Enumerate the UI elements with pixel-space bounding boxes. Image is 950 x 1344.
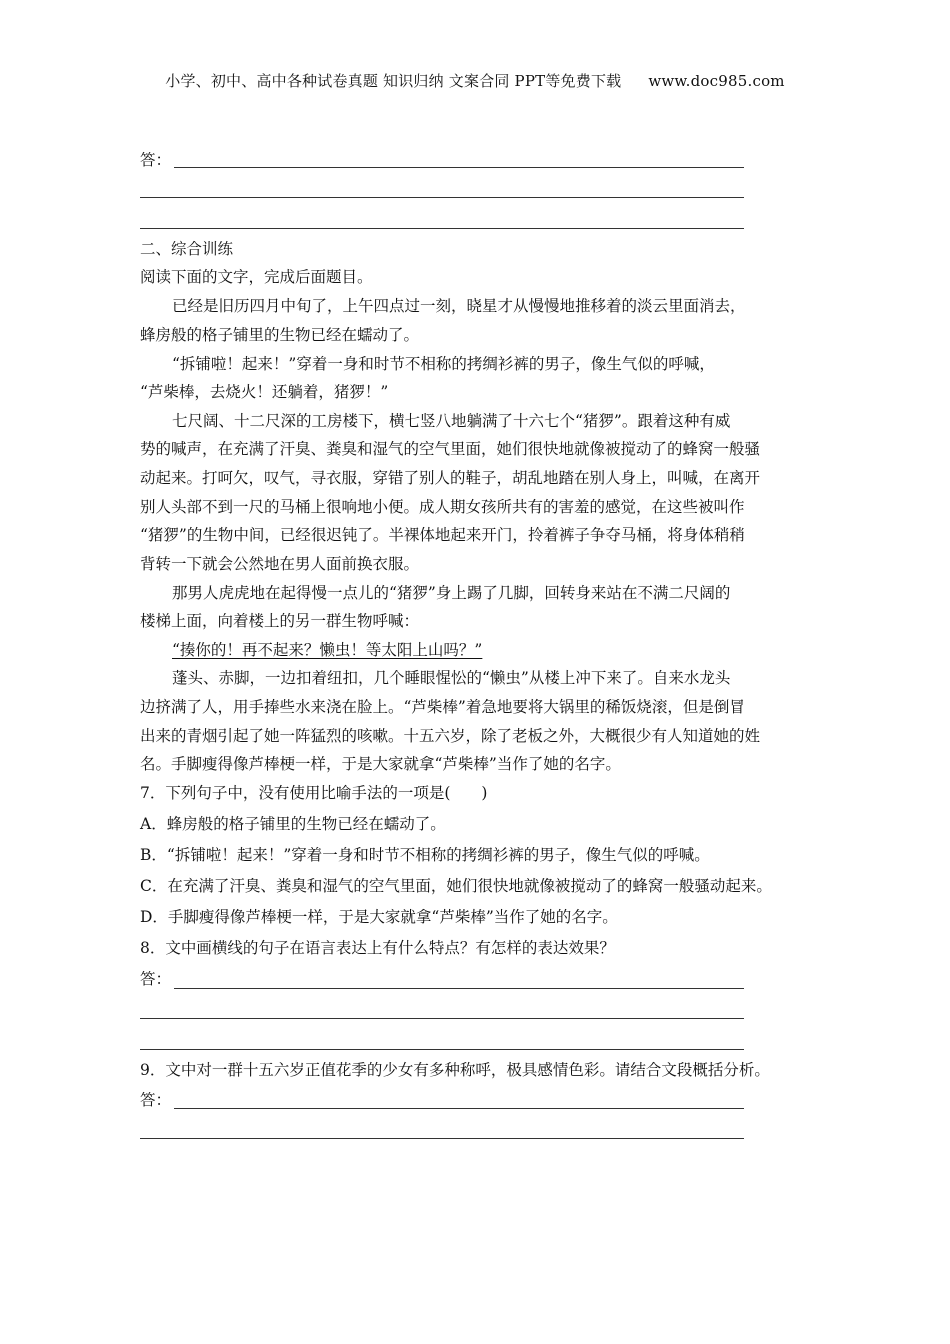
passage-line: 背转一下就会公然地在男人面前换衣服。	[140, 555, 420, 573]
question-8-stem: 8．文中画横线的句子在语言表达上有什么特点？有怎样的表达效果？	[140, 939, 615, 957]
passage-line: 已经是旧历四月中旬了，上午四点过一刻，晓星才从慢慢地推移着的淡云里面消去，	[172, 297, 746, 315]
answer-line[interactable]	[140, 228, 744, 229]
passage-line: 那男人虎虎地在起得慢一点儿的“猪猡”身上踢了几脚，回转身来站在不满二尺阔的	[172, 584, 731, 602]
answer-line[interactable]	[140, 197, 744, 198]
passage-line: 蜂房般的格子铺里的生物已经在蠕动了。	[140, 326, 420, 344]
answer-line[interactable]	[140, 1138, 744, 1139]
passage-line: 动起来。打呵欠，叹气，寻衣服，穿错了别人的鞋子，胡乱地踏在别人身上，叫喊，在离开	[140, 469, 761, 487]
answer-label: 答：	[140, 970, 172, 988]
answer-line[interactable]	[174, 988, 744, 989]
question-7-option-a[interactable]: A．蜂房般的格子铺里的生物已经在蠕动了。	[140, 815, 446, 833]
question-7-option-d[interactable]: D．手脚瘦得像芦棒梗一样，于是大家就拿“芦柴棒”当作了她的名字。	[140, 908, 618, 926]
answer-line[interactable]	[140, 1049, 744, 1050]
passage-line: 别人头部不到一尺的马桶上很响地小便。成人期女孩所共有的害羞的感觉，在这些被叫作	[140, 498, 745, 516]
passage-line: “芦柴棒，去烧火！还躺着，猪猡！”	[140, 383, 389, 401]
answer-line[interactable]	[140, 1018, 744, 1019]
passage-line: 边挤满了人，用手捧些水来浇在脸上。“芦柴棒”着急地要将大锅里的稀饭烧滚，但是倒冒	[140, 698, 745, 716]
passage-line: 名。手脚瘦得像芦棒梗一样，于是大家就拿“芦柴棒”当作了她的名字。	[140, 755, 621, 773]
answer-line[interactable]	[174, 167, 744, 168]
passage-line: “拆铺啦！起来！”穿着一身和时节不相称的拷绸衫裤的男子，像生气似的呼喊，	[172, 355, 715, 373]
passage-line: 七尺阔、十二尺深的工房楼下，横七竖八地躺满了十六七个“猪猡”。跟着这种有威	[172, 412, 731, 430]
header-text: 小学、初中、高中各种试卷真题 知识归纳 文案合同 PPT等免费下载	[165, 72, 622, 90]
question-7-stem: 7．下列句子中，没有使用比喻手法的一项是( )	[140, 784, 488, 802]
passage-line: 出来的青烟引起了她一阵猛烈的咳嗽。十五六岁，除了老板之外，大概很少有人知道她的姓	[140, 727, 761, 745]
passage-line: 势的喊声，在充满了汗臭、粪臭和湿气的空气里面，她们很快地就像被搅动了的蜂窝一般骚	[140, 440, 761, 458]
answer-label: 答：	[140, 1091, 172, 1109]
header-site: www.doc985.com	[648, 72, 785, 90]
passage-line: 蓬头、赤脚，一边扣着纽扣，几个睡眼惺忪的“懒虫”从楼上冲下来了。自来水龙头	[172, 669, 731, 687]
passage-line: “猪猡”的生物中间，已经很迟钝了。半裸体地起来开门，拎着裤子争夺马桶，将身体稍稍	[140, 526, 745, 544]
page-header	[0, 70, 950, 91]
question-7-option-b[interactable]: B．“拆铺啦！起来！”穿着一身和时节不相称的拷绸衫裤的男子，像生气似的呼喊。	[140, 846, 710, 864]
passage-line: 楼梯上面，向着楼上的另一群生物呼喊：	[140, 612, 420, 630]
answer-line[interactable]	[174, 1108, 744, 1109]
question-7-option-c[interactable]: C．在充满了汗臭、粪臭和湿气的空气里面，她们很快地就像被搅动了的蜂窝一般骚动起来。	[140, 877, 772, 895]
section-instruction: 阅读下面的文字，完成后面题目。	[140, 268, 373, 286]
underlined-sentence: “揍你的！再不起来？懒虫！等太阳上山吗？”	[172, 641, 483, 659]
section-title: 二、综合训练	[140, 240, 234, 258]
question-9-stem: 9．文中对一群十五六岁正值花季的少女有多种称呼，极具感情色彩。请结合文段概括分析。	[140, 1061, 770, 1079]
answer-label: 答：	[140, 151, 172, 169]
